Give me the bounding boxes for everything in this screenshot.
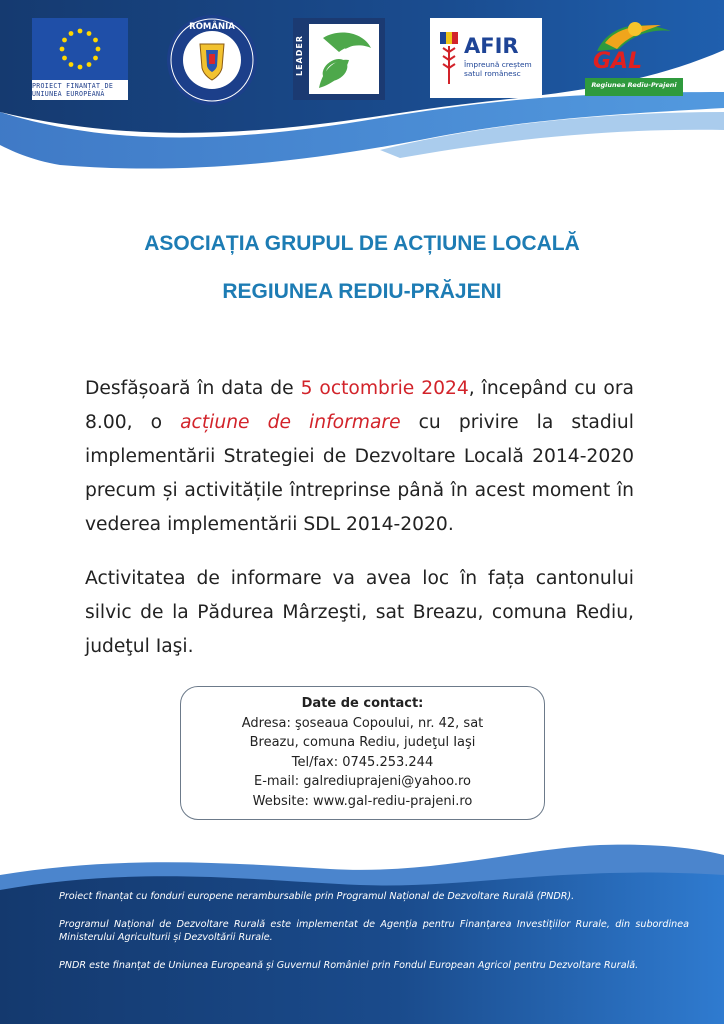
leader-text: LEADER xyxy=(295,34,304,76)
contact-address-line1: Adresa: şoseaua Copoului, nr. 42, sat xyxy=(241,715,484,731)
eu-caption: PROIECT FINANȚAT DE UNIUNEA EUROPEANĂ xyxy=(32,82,114,98)
organization-title-line2: REGIUNEA REDIU-PRĂJENI xyxy=(222,280,502,303)
contact-address-line2: Breazu, comuna Rediu, judeţul Iaşi xyxy=(249,735,476,750)
eu-logo xyxy=(32,18,128,100)
location-paragraph: Activitatea de informare va avea loc în fața cantonului silvic de la Pădurea Mârzeşti, sat Breazu, comuna Rediu, judeţul Iaşi. xyxy=(85,568,634,657)
gal-logo xyxy=(585,15,685,100)
leader-logo xyxy=(293,18,385,100)
contact-email: E-mail: galrediuprajeni@yahoo.ro xyxy=(253,774,471,789)
afir-title: AFIR xyxy=(464,34,519,58)
svg-text:ROMÂNIA: ROMÂNIA xyxy=(189,22,235,32)
organization-title-line1: ASOCIAȚIA GRUPUL DE ACȚIUNE LOCALĂ xyxy=(144,232,580,255)
ministry-seal-logo xyxy=(166,14,258,106)
leader-logo-icon xyxy=(293,18,385,100)
gal-text: GAL xyxy=(593,49,643,74)
wheat-icon xyxy=(438,30,460,86)
footer-program-note: Programul Național de Dezvoltare Rurală este implementat de Agenția pentru Finanțarea Investițiilor Rurale, din subordinea Ministerului Agriculturii și Dezvoltării Rurale. xyxy=(59,919,689,943)
contact-website: Website: www.gal-rediu-prajeni.ro xyxy=(252,793,473,809)
contact-phone: Tel/fax: 0745.253.244 xyxy=(291,754,434,770)
footer-funding-note: Proiect finanțat cu fonduri europene nerambursabile prin Programul Național de Dezvoltare Rurală (PNDR). xyxy=(59,891,575,902)
romania-coat-of-arms-icon xyxy=(166,14,258,106)
contact-box xyxy=(180,686,545,820)
gal-subtitle: Regiunea Rediu-Prajeni xyxy=(591,81,677,89)
event-date: 5 octombrie 2024 xyxy=(300,378,469,399)
footer-financing-note: PNDR este finanțat de Uniunea Europeană și Guvernul României prin Fondul European Agricol pentru Dezvoltare Rurală. xyxy=(59,960,639,971)
event-type: acțiune de informare xyxy=(180,412,401,433)
eu-flag-icon xyxy=(32,18,128,80)
announcement-paragraph: Desfășoară în data de 5 octombrie 2024, începând cu ora 8.00, o acțiune de informare cu privire la stadiul implementării Strategiei de Dezvoltare Locală 2014-2020 precum și activitățile întreprinse până în acest moment în vederea implementării SDL 2014-2020. xyxy=(85,378,634,535)
afir-subtitle: Împreună creștem satul românesc xyxy=(464,60,532,78)
afir-logo xyxy=(430,18,542,98)
contact-title: Date de contact: xyxy=(301,696,424,711)
